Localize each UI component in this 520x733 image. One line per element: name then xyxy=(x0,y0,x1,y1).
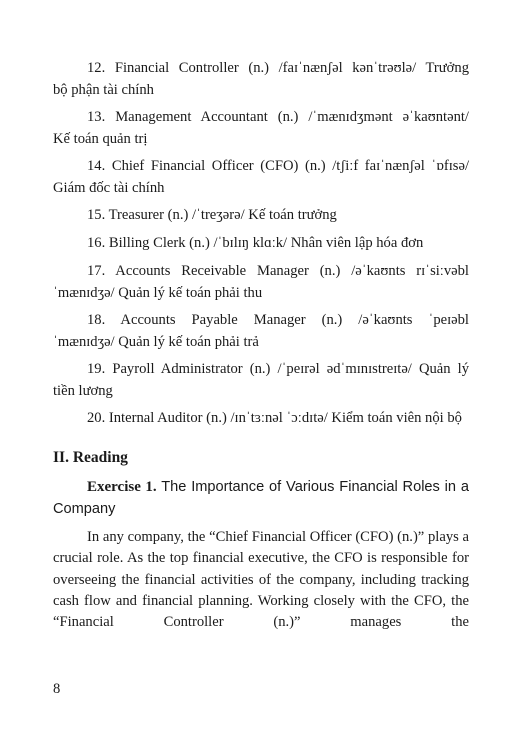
reading-paragraph: In any company, the “Chief Financial Officer (CFO) (n.)” plays a crucial role. As the top financial executive, the CFO is responsible for overseeing the financial activities of the company, including tracking cash flow and financial planning. Working closely with the CFO, the “Financial Controller (n.)” manages the xyxy=(53,529,469,631)
vocab-item-16 xyxy=(53,233,469,255)
section-heading: II. Reading xyxy=(53,449,128,466)
vocab-item-14 xyxy=(53,156,469,199)
vocab-item-12 xyxy=(53,58,469,101)
exercise-title-text: The Importance of Various Financial Roles in a Company xyxy=(53,479,470,517)
vocab-item-13 xyxy=(53,107,469,150)
vocab-line: 14. Chief Financial Officer (CFO) (n.) /tʃiːf faɪˈnænʃəl ˈɒfɪsə/ xyxy=(87,158,469,174)
vocab-item-15 xyxy=(53,205,469,227)
vocab-item-18 xyxy=(53,310,469,353)
vocab-line: 13. Management Accountant (n.) /ˈmænɪdʒmənt əˈkaʊntənt/ xyxy=(87,109,469,125)
vocab-list xyxy=(53,58,469,430)
vocab-line: 18. Accounts Payable Manager (n.) /əˈkaʊnts ˈpeɪəbl xyxy=(87,312,469,328)
vocab-line: Kế toán quản trị xyxy=(53,130,148,147)
vocab-line: ˈmænɪdʒə/ Quản lý kế toán phải trả xyxy=(53,333,259,350)
vocab-line: 15. Treasurer (n.) /ˈtreʒərə/ Kế toán trưởng xyxy=(87,207,337,223)
vocab-line: 12. Financial Controller (n.) /faɪˈnænʃəl kənˈtrəʊlə/ Trưởng xyxy=(87,60,469,76)
vocab-line: tiền lương xyxy=(53,382,113,399)
vocab-line: Giám đốc tài chính xyxy=(53,179,165,196)
vocab-item-20 xyxy=(53,408,469,430)
page-number: 8 xyxy=(53,681,61,697)
vocab-line: bộ phận tài chính xyxy=(53,81,154,98)
vocab-line: 20. Internal Auditor (n.) /ɪnˈtɜːnəl ˈɔːdɪtə/ Kiểm toán viên nội bộ xyxy=(87,410,462,426)
exercise-label: Exercise 1. xyxy=(87,479,157,495)
exercise-title xyxy=(53,477,469,520)
vocab-item-17 xyxy=(53,261,469,304)
vocab-line: ˈmænɪdʒə/ Quản lý kế toán phải thu xyxy=(53,284,263,301)
vocab-line: 19. Payroll Administrator (n.) /ˈpeɪrəl ədˈmɪnɪstreɪtə/ Quản lý xyxy=(87,361,469,377)
vocab-item-19 xyxy=(53,359,469,402)
vocab-line: 16. Billing Clerk (n.) /ˈbɪlɪŋ klɑːk/ Nhân viên lập hóa đơn xyxy=(87,235,424,251)
vocab-line: 17. Accounts Receivable Manager (n.) /əˈkaʊnts rɪˈsiːvəbl xyxy=(87,263,469,279)
